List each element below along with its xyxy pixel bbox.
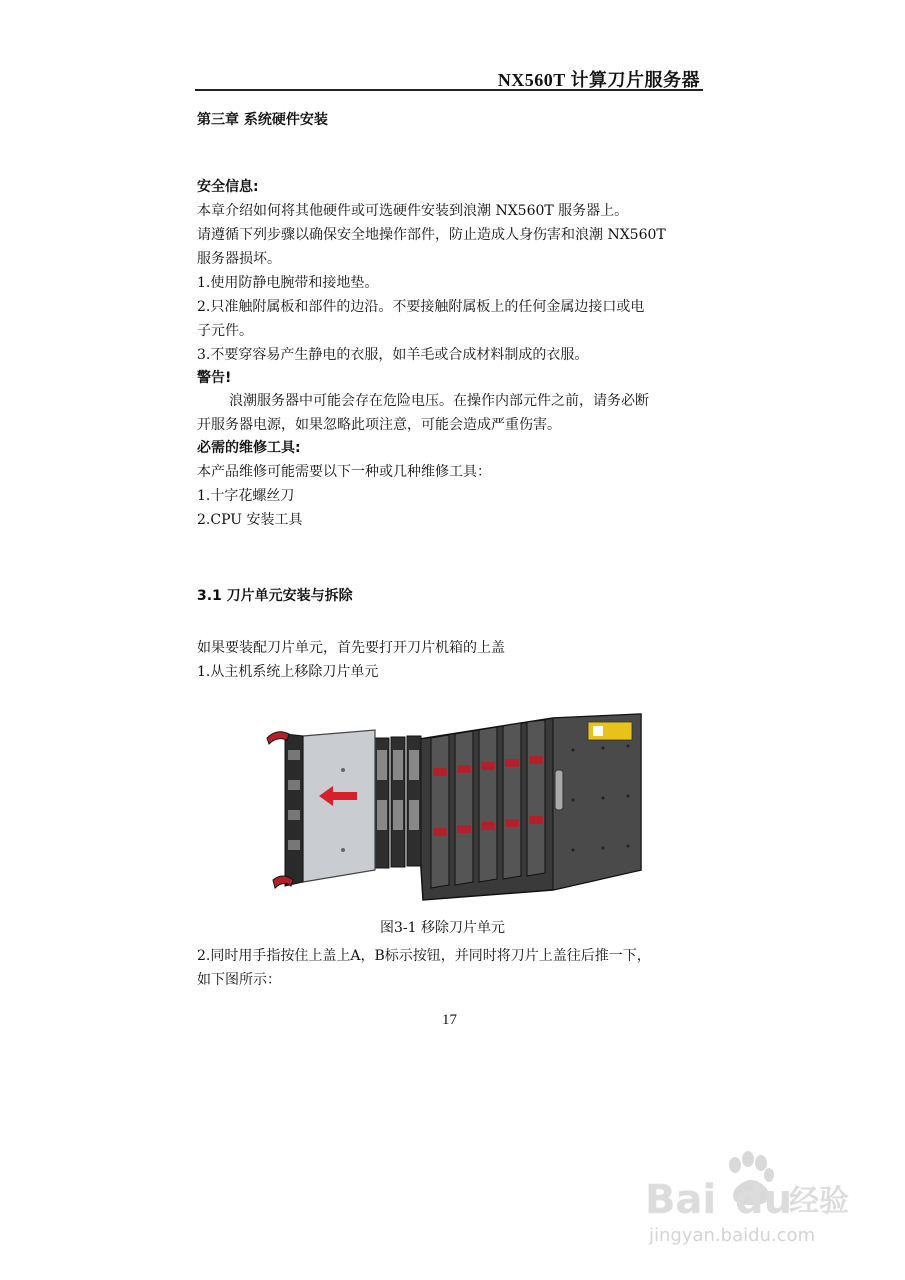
chassis-side [553,714,641,890]
page-header-title: NX560T 计算刀片服务器 [497,70,700,90]
chassis-handle [555,770,563,810]
safety-item-2b: 子元件。 [197,323,253,339]
blade-chassis-figure [263,710,645,910]
safety-intro-2a: 请遵循下列步骤以确保安全地操作部件，防止造成人身伤害和浪潮 NX560T [197,227,666,243]
safety-item-1: 1.使用防静电腕带和接地垫。 [197,275,379,291]
ejector-lever-bottom [273,876,293,888]
tools-heading: 必需的维修工具: [197,440,301,456]
removed-blade [303,730,375,882]
page-number: 17 [442,1012,457,1028]
svg-text:经验: 经验 [789,1184,849,1219]
tools-item-1: 1.十字花螺丝刀 [197,488,295,504]
svg-text:Bai: Bai [645,1177,717,1223]
safety-heading: 安全信息: [197,179,259,195]
section-3-1-step-2b: 如下图所示： [197,972,281,988]
safety-intro-2b: 服务器损坏。 [197,251,281,267]
inserted-blades [375,736,421,868]
section-3-1-step-2a: 2.同时用手指按住上盖上A，B标示按钮，并同时将刀片上盖往后推一下， [197,948,651,964]
svg-text:jingyan.baidu.com: jingyan.baidu.com [649,1225,816,1246]
warning-text-a: 浪潮服务器中可能会存在危险电压。在操作内部元件之前，请务必断 [229,393,649,409]
section-3-1-intro: 如果要装配刀片单元，首先要打开刀片机箱的上盖 [197,640,505,656]
safety-intro-1: 本章介绍如何将其他硬件或可选硬件安装到浪潮 NX560T 服务器上。 [197,203,629,219]
figure-caption: 图3-1 移除刀片单元 [380,920,505,936]
header-rule [195,89,703,91]
blade-slots [431,720,545,888]
warning-heading: 警告! [197,370,232,386]
tools-item-2: 2.CPU 安装工具 [197,512,303,528]
warning-text-b: 开服务器电源，如果忽略此项注意，可能会造成严重伤害。 [197,417,561,433]
svg-text:du: du [735,1177,793,1223]
section-3-1-title: 3.1 刀片单元安装与拆除 [197,588,353,604]
chapter-title: 第三章 系统硬件安装 [197,112,328,128]
safety-item-3: 3.不要穿容易产生静电的衣服，如羊毛或合成材料制成的衣服。 [197,347,589,363]
baidu-jingyan-watermark-logo [635,1145,860,1250]
safety-item-2a: 2.只准触附属板和部件的边沿。不要接触附属板上的任何金属边接口或电 [197,299,645,315]
section-3-1-step-1: 1.从主机系统上移除刀片单元 [197,664,379,680]
tools-intro: 本产品维修可能需要以下一种或几种维修工具： [197,464,491,480]
